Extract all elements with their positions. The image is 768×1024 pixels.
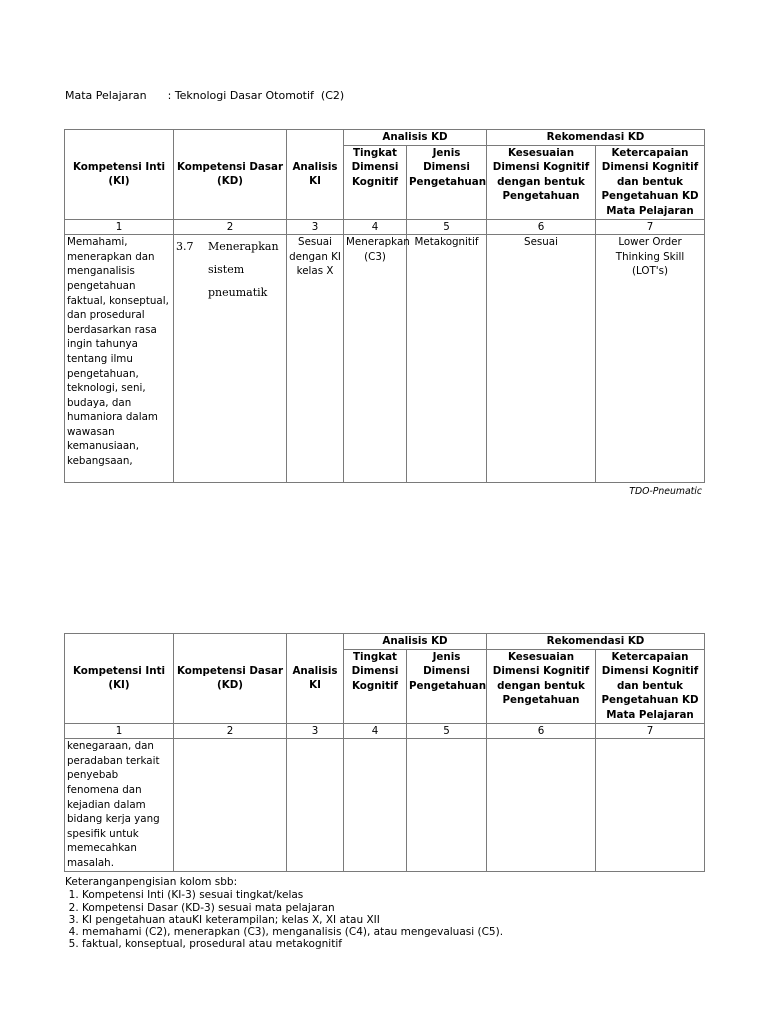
column-number: 4 <box>344 219 407 235</box>
column-number: 1 <box>65 219 174 235</box>
subject-separator: : <box>167 89 175 102</box>
column-number: 1 <box>65 723 174 739</box>
subject-line <box>65 89 344 102</box>
kd-analysis-table-2 <box>64 633 705 872</box>
subject-label: Mata Pelajaran <box>65 89 147 102</box>
kd-cell <box>174 235 287 483</box>
analisis-ki-cell <box>287 739 344 871</box>
column-number: 6 <box>487 723 596 739</box>
notes-section <box>65 876 503 951</box>
header-analisis-kd: Analisis KD <box>344 130 487 146</box>
list-item: 1. Kompetensi Inti (KI-3) sesuai tingkat/kelas <box>82 889 503 901</box>
ketercapaian-cell <box>596 739 705 871</box>
notes-list <box>65 889 503 950</box>
analisis-ki-cell: Sesuai dengan KI kelas X <box>287 235 344 483</box>
column-number: 5 <box>407 723 487 739</box>
header-ki: Kompetensi Inti (KI) <box>65 130 174 220</box>
header-ketercapaian: Ketercapaian Dimensi Kognitif dan bentuk Pengetahuan KD Mata Pelajaran <box>596 145 705 219</box>
list-item: 4. memahami (C2), menerapkan (C3), menganalisis (C4), atau mengevaluasi (C5). <box>82 926 503 938</box>
column-number: 6 <box>487 219 596 235</box>
header-tingkat: Tingkat Dimensi Kognitif <box>344 145 407 219</box>
column-number-row <box>65 219 705 235</box>
column-number-row <box>65 723 705 739</box>
header-rekomendasi-kd: Rekomendasi KD <box>487 130 705 146</box>
header-analisis-kd: Analisis KD <box>344 634 487 650</box>
column-number: 2 <box>174 723 287 739</box>
jenis-cell: Metakognitif <box>407 235 487 483</box>
header-rekomendasi-kd: Rekomendasi KD <box>487 634 705 650</box>
column-number: 3 <box>287 723 344 739</box>
kd-analysis-table-1 <box>64 129 705 483</box>
list-item: 3. KI pengetahuan atauKI keterampilan; kelas X, XI atau XII <box>82 914 503 926</box>
jenis-cell <box>407 739 487 871</box>
table-row <box>65 235 705 483</box>
table-row <box>65 739 705 871</box>
list-item: 2. Kompetensi Dasar (KD-3) sesuai mata pelajaran <box>82 902 503 914</box>
page-footer-label: TDO-Pneumatic <box>629 486 702 497</box>
kd-cell <box>174 739 287 871</box>
header-tingkat: Tingkat Dimensi Kognitif <box>344 649 407 723</box>
column-number: 2 <box>174 219 287 235</box>
ki-cell: Memahami, menerapkan dan menganalisis pengetahuan faktual, konseptual, dan prosedural berdasarkan rasa ingin tahunya tentang ilmu pengetahuan, teknologi, seni, budaya, dan humaniora dalam wawasan kemanusiaan, kebangsaan, <box>65 235 174 483</box>
header-kd: Kompetensi Dasar (KD) <box>174 634 287 724</box>
header-kesesuaian: Kesesuaian Dimensi Kognitif dengan bentuk Pengetahuan <box>487 145 596 219</box>
header-jenis: Jenis Dimensi Pengetahuan <box>407 145 487 219</box>
kesesuaian-cell: Sesuai <box>487 235 596 483</box>
header-kesesuaian: Kesesuaian Dimensi Kognitif dengan bentuk Pengetahuan <box>487 649 596 723</box>
subject-value: Teknologi Dasar Otomotif (C2) <box>174 89 345 102</box>
tingkat-cell: Menerapkan (C3) <box>344 235 407 483</box>
kd-number: 3.7 <box>176 240 194 254</box>
column-number: 4 <box>344 723 407 739</box>
header-kd: Kompetensi Dasar (KD) <box>174 130 287 220</box>
header-analisis-ki: Analisis KI <box>287 634 344 724</box>
column-number: 5 <box>407 219 487 235</box>
notes-title: Keteranganpengisian kolom sbb: <box>65 876 238 888</box>
column-number: 7 <box>596 219 705 235</box>
ki-cell: kenegaraan, dan peradaban terkait penyebab fenomena dan kejadian dalam bidang kerja yang spesifik untuk memecahkan masalah. <box>65 739 174 871</box>
header-ki: Kompetensi Inti (KI) <box>65 634 174 724</box>
kd-text: Menerapkan sistem pneumatik <box>208 240 279 300</box>
list-item: 5. faktual, konseptual, prosedural atau metakognitif <box>82 938 503 950</box>
header-jenis: Jenis Dimensi Pengetahuan <box>407 649 487 723</box>
header-ketercapaian: Ketercapaian Dimensi Kognitif dan bentuk Pengetahuan KD Mata Pelajaran <box>596 649 705 723</box>
header-analisis-ki: Analisis KI <box>287 130 344 220</box>
tingkat-cell <box>344 739 407 871</box>
ketercapaian-cell: Lower Order Thinking Skill (LOT's) <box>596 235 705 483</box>
column-number: 7 <box>596 723 705 739</box>
column-number: 3 <box>287 219 344 235</box>
kesesuaian-cell <box>487 739 596 871</box>
